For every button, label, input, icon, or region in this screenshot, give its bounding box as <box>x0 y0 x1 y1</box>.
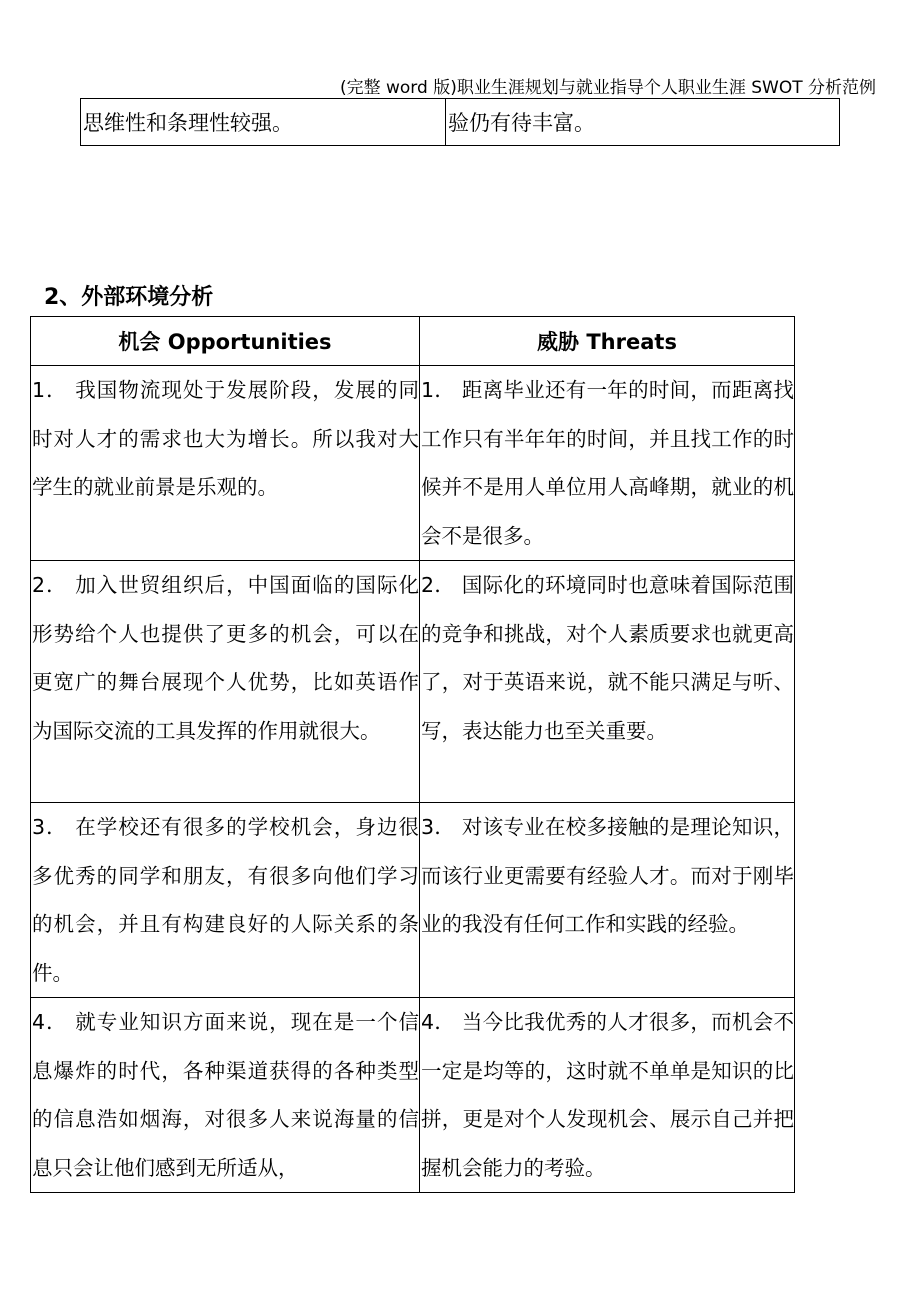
table-row <box>31 803 795 998</box>
external-analysis-table <box>30 316 795 1193</box>
strength-cell: 思维性和条理性较强。 <box>81 99 446 146</box>
table-row <box>81 99 840 146</box>
opportunity-cell <box>31 366 420 561</box>
opportunity-cell <box>31 803 420 998</box>
strengths-weaknesses-table-continuation <box>80 98 840 146</box>
weakness-cell: 验仍有待丰富。 <box>446 99 840 146</box>
threat-cell <box>420 366 795 561</box>
opportunity-text: 3． 在学校还有很多的学校机会，身边很多优秀的同学和朋友，有很多向他们学习的机会，并且有构建良好的人际关系的条件。 <box>32 815 419 985</box>
table-row <box>31 366 795 561</box>
table-row <box>31 561 795 803</box>
running-header: (完整 word 版)职业生涯规划与就业指导个人职业生涯 SWOT 分析范例 <box>339 78 876 98</box>
threat-text: 1． 距离毕业还有一年的时间，而距离找工作只有半年年的时间，并且找工作的时候并不是用人单位用人高峰期，就业的机会不是很多。 <box>421 378 794 548</box>
threat-text: 3． 对该专业在校多接触的是理论知识，而该行业更需要有经验人才。而对于刚毕业的我没有任何工作和实践的经验。 <box>421 815 794 936</box>
opportunity-text: 2． 加入世贸组织后，中国面临的国际化形势给个人也提供了更多的机会，可以在更宽广的舞台展现个人优势，比如英语作为国际交流的工具发挥的作用就很大。 <box>32 573 419 743</box>
opportunity-text: 1． 我国物流现处于发展阶段，发展的同时对人才的需求也大为增长。所以我对大学生的就业前景是乐观的。 <box>32 378 419 499</box>
threat-text: 4． 当今比我优秀的人才很多，而机会不一定是均等的，这时就不单单是知识的比拼，更是对个人发现机会、展示自己并把握机会能力的考验。 <box>421 1010 794 1180</box>
section-heading: 2、外部环境分析 <box>44 285 214 310</box>
threats-header: 威胁 Threats <box>420 317 795 366</box>
opportunity-text: 4． 就专业知识方面来说，现在是一个信息爆炸的时代，各种渠道获得的各种类型的信息浩如烟海，对很多人来说海量的信息只会让他们感到无所适从， <box>32 1010 419 1180</box>
table-row <box>31 998 795 1193</box>
opportunity-cell <box>31 998 420 1193</box>
table-header-row <box>31 317 795 366</box>
opportunity-cell <box>31 561 420 803</box>
threat-cell <box>420 561 795 803</box>
opportunities-header: 机会 Opportunities <box>31 317 420 366</box>
threat-cell <box>420 803 795 998</box>
threat-text: 2． 国际化的环境同时也意味着国际范围的竞争和挑战，对个人素质要求也就更高了，对于英语来说，就不能只满足与听、写，表达能力也至关重要。 <box>421 573 794 743</box>
threat-cell <box>420 998 795 1193</box>
